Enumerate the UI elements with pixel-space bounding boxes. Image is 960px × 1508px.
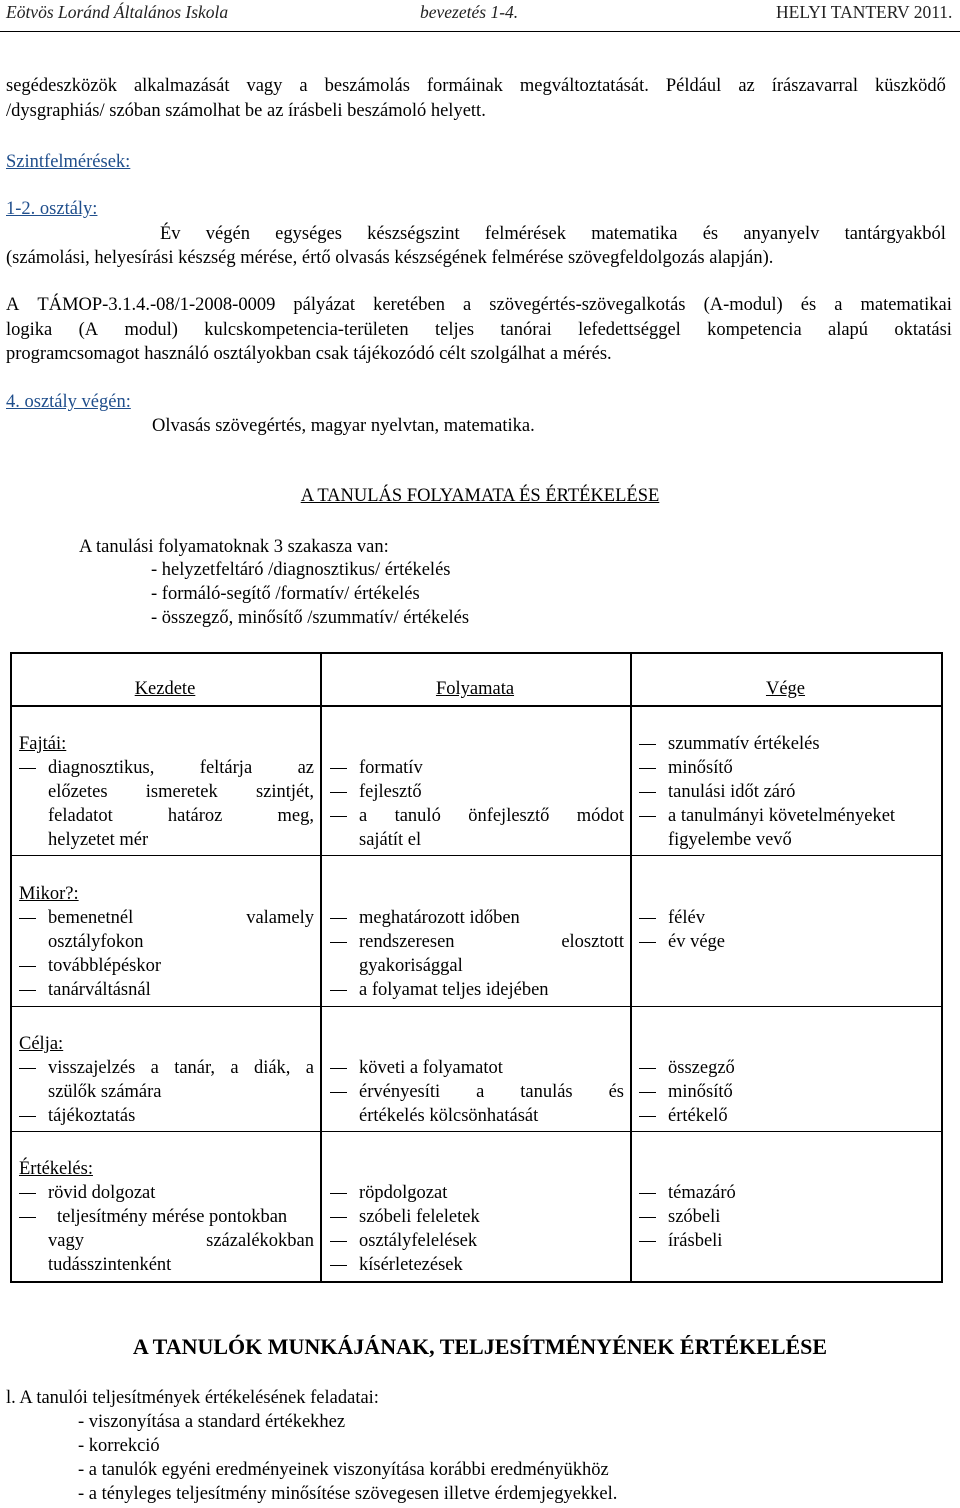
grade-4-text: Olvasás szövegértés, magyar nyelvtan, matematika. — [152, 416, 535, 436]
header-rule — [0, 31, 960, 32]
stage-item-1: - helyzetfeltáró /diagnosztikus/ értékelés — [151, 560, 451, 580]
list-item-continuation: szülők számára — [48, 1082, 162, 1102]
grade-1-2-line-2: (számolási, helyesírási készség mérése, értő olvasás készségének felmérése szövegfeldolgozás alapján). — [6, 248, 774, 268]
tamop-line-2: logika (A modul) kulcskompetencia-területen teljes tanórai lefedettséggel kompetencia alapú oktatási — [6, 320, 952, 340]
list-item-continuation: vagy százalékokban — [48, 1231, 314, 1251]
table-right-border — [941, 652, 943, 1283]
table-col-border-2 — [630, 652, 632, 1283]
list-item: szummatív értékelés — [639, 732, 939, 756]
celja-col3 — [639, 1056, 939, 1128]
list-item: formatív — [330, 756, 624, 780]
list-item: minősítő — [639, 756, 939, 780]
ertekeles-col2 — [330, 1181, 624, 1277]
list-item-continuation: helyzetet mér — [48, 830, 149, 850]
list-item: írásbeli — [639, 1229, 939, 1253]
list-item: tanulási időt záró — [639, 780, 939, 804]
table-bottom-border — [10, 1281, 943, 1283]
ertekeles-label: Értékelés: — [19, 1159, 93, 1179]
ertekeles-col1 — [19, 1157, 314, 1277]
header-school: Eötvös Loránd Általános Iskola — [6, 2, 229, 22]
list-item: a tanulmányi követelményeket — [639, 804, 939, 828]
header-folyamata: Folyamata — [435, 679, 515, 699]
table-row-border-1 — [10, 855, 943, 856]
list-item: meghatározott időben — [330, 906, 624, 930]
list-item: diagnosztikus, feltárja az — [19, 756, 314, 780]
list-item: összegző — [639, 1056, 939, 1080]
list-item: érvényesíti a tanulás és — [330, 1080, 624, 1104]
list-item: fejlesztő — [330, 780, 624, 804]
szintfelmeresek-heading: Szintfelmérések: — [6, 152, 131, 172]
list-item: tájékoztatás — [19, 1104, 314, 1128]
fajtai-col3 — [639, 732, 939, 852]
list-item-continuation: feladatot határoz meg, — [48, 806, 314, 826]
fajtai-label: Fajtái: — [19, 734, 67, 754]
munka-item-3: - a tanulók egyéni eredményeinek viszonyítása korábbi eredményükhöz — [78, 1460, 609, 1480]
header-chapter: bevezetés 1-4. — [420, 2, 519, 22]
table-col-border-1 — [320, 652, 322, 1283]
list-item: teljesítmény mérése pontokban — [19, 1205, 314, 1229]
mikor-label: Mikor?: — [19, 884, 79, 904]
table-header-border — [10, 705, 943, 707]
tanulas-title: A TANULÁS FOLYAMATA ÉS ÉRTÉKELÉSE — [300, 486, 660, 506]
list-item: értékelő — [639, 1104, 939, 1128]
munka-item-2: - korrekció — [78, 1436, 160, 1456]
header-kezdete: Kezdete — [134, 679, 196, 699]
celja-col1 — [19, 1032, 314, 1128]
stage-item-3: - összegző, minősítő /szummatív/ értékelés — [151, 608, 470, 628]
list-item: minősítő — [639, 1080, 939, 1104]
table-row-border-3 — [10, 1131, 943, 1132]
list-item-continuation: tudásszintenként — [48, 1255, 172, 1275]
assessment-table — [10, 652, 943, 1283]
intro-line-2: /dysgraphiás/ szóban számolhat be az írásbeli beszámoló helyett. — [6, 101, 486, 121]
list-item: bemenetnél valamely — [19, 906, 314, 930]
list-item-continuation: figyelembe vevő — [668, 830, 792, 850]
list-item: osztályfelelések — [330, 1229, 624, 1253]
header-vege: Vége — [765, 679, 806, 699]
list-item: követi a folyamatot — [330, 1056, 624, 1080]
table-row-border-2 — [10, 1006, 943, 1007]
list-item-continuation: gyakorisággal — [359, 956, 463, 976]
list-item-continuation: előzetes ismeretek szintjét, — [48, 782, 314, 802]
munka-item-1: - viszonyítása a standard értékekhez — [78, 1412, 346, 1432]
list-item: szóbeli — [639, 1205, 939, 1229]
ertekeles-col3 — [639, 1181, 939, 1253]
list-item: kísérletezések — [330, 1253, 624, 1277]
list-item: tanárváltásnál — [19, 978, 314, 1002]
munka-title: A TANULÓK MUNKÁJÁNAK, TELJESÍTMÉNYÉNEK ÉRTÉKELÉSE — [132, 1334, 828, 1359]
list-item: rövid dolgozat — [19, 1181, 314, 1205]
munka-item-4: - a tényleges teljesítmény minősítése szövegesen illetve érdemjegyekkel. — [78, 1484, 618, 1504]
list-item: röpdolgozat — [330, 1181, 624, 1205]
fajtai-col1 — [19, 732, 314, 852]
list-item-continuation: sajátít el — [359, 830, 422, 850]
list-item: szóbeli feleletek — [330, 1205, 624, 1229]
list-item: a folyamat teljes idejében — [330, 978, 624, 1002]
list-item: témazáró — [639, 1181, 939, 1205]
list-item: visszajelzés a tanár, a diák, a — [19, 1056, 314, 1080]
mikor-col3 — [639, 906, 939, 954]
list-item: rendszeresen elosztott — [330, 930, 624, 954]
table-top-border — [10, 652, 943, 654]
stage-item-2: - formáló-segítő /formatív/ értékelés — [151, 584, 420, 604]
fajtai-col2 — [330, 756, 624, 852]
grade-1-2-line-1: Év végén egységes készségszint felmérések matematika és anyanyelv tantárgyakból — [160, 224, 946, 244]
tamop-line-1: A TÁMOP-3.1.4.-08/1-2008-0009 pályázat keretében a szövegértés-szövegalkotás (A-modul) és a matematikai — [6, 295, 952, 315]
mikor-col2 — [330, 906, 624, 1002]
list-item-continuation: osztályfokon — [48, 932, 144, 952]
grade-4-label: 4. osztály végén: — [6, 392, 131, 412]
celja-col2 — [330, 1056, 624, 1128]
table-left-border — [10, 652, 12, 1283]
list-item: év vége — [639, 930, 939, 954]
tanulas-intro: A tanulási folyamatoknak 3 szakasza van: — [79, 537, 389, 557]
list-item-continuation: értékelés kölcsönhatását — [359, 1106, 539, 1126]
list-item: a tanuló önfejlesztő módot — [330, 804, 624, 828]
list-item: továbblépéskor — [19, 954, 314, 978]
header-doc-title: HELYI TANTERV 2011. — [776, 2, 953, 22]
grade-1-2-label: 1-2. osztály: — [6, 199, 98, 219]
celja-label: Célja: — [19, 1034, 64, 1054]
tamop-line-3: programcsomagot használó osztályokban csak tájékozódó célt szolgálhat a mérés. — [6, 344, 612, 364]
munka-intro: l. A tanulói teljesítmények értékelésének feladatai: — [6, 1388, 379, 1408]
mikor-col1 — [19, 882, 314, 1002]
list-item: félév — [639, 906, 939, 930]
intro-line-1: segédeszközök alkalmazását vagy a beszámolás formáinak megváltoztatását. Például az írászavarral küszködő — [6, 76, 946, 96]
